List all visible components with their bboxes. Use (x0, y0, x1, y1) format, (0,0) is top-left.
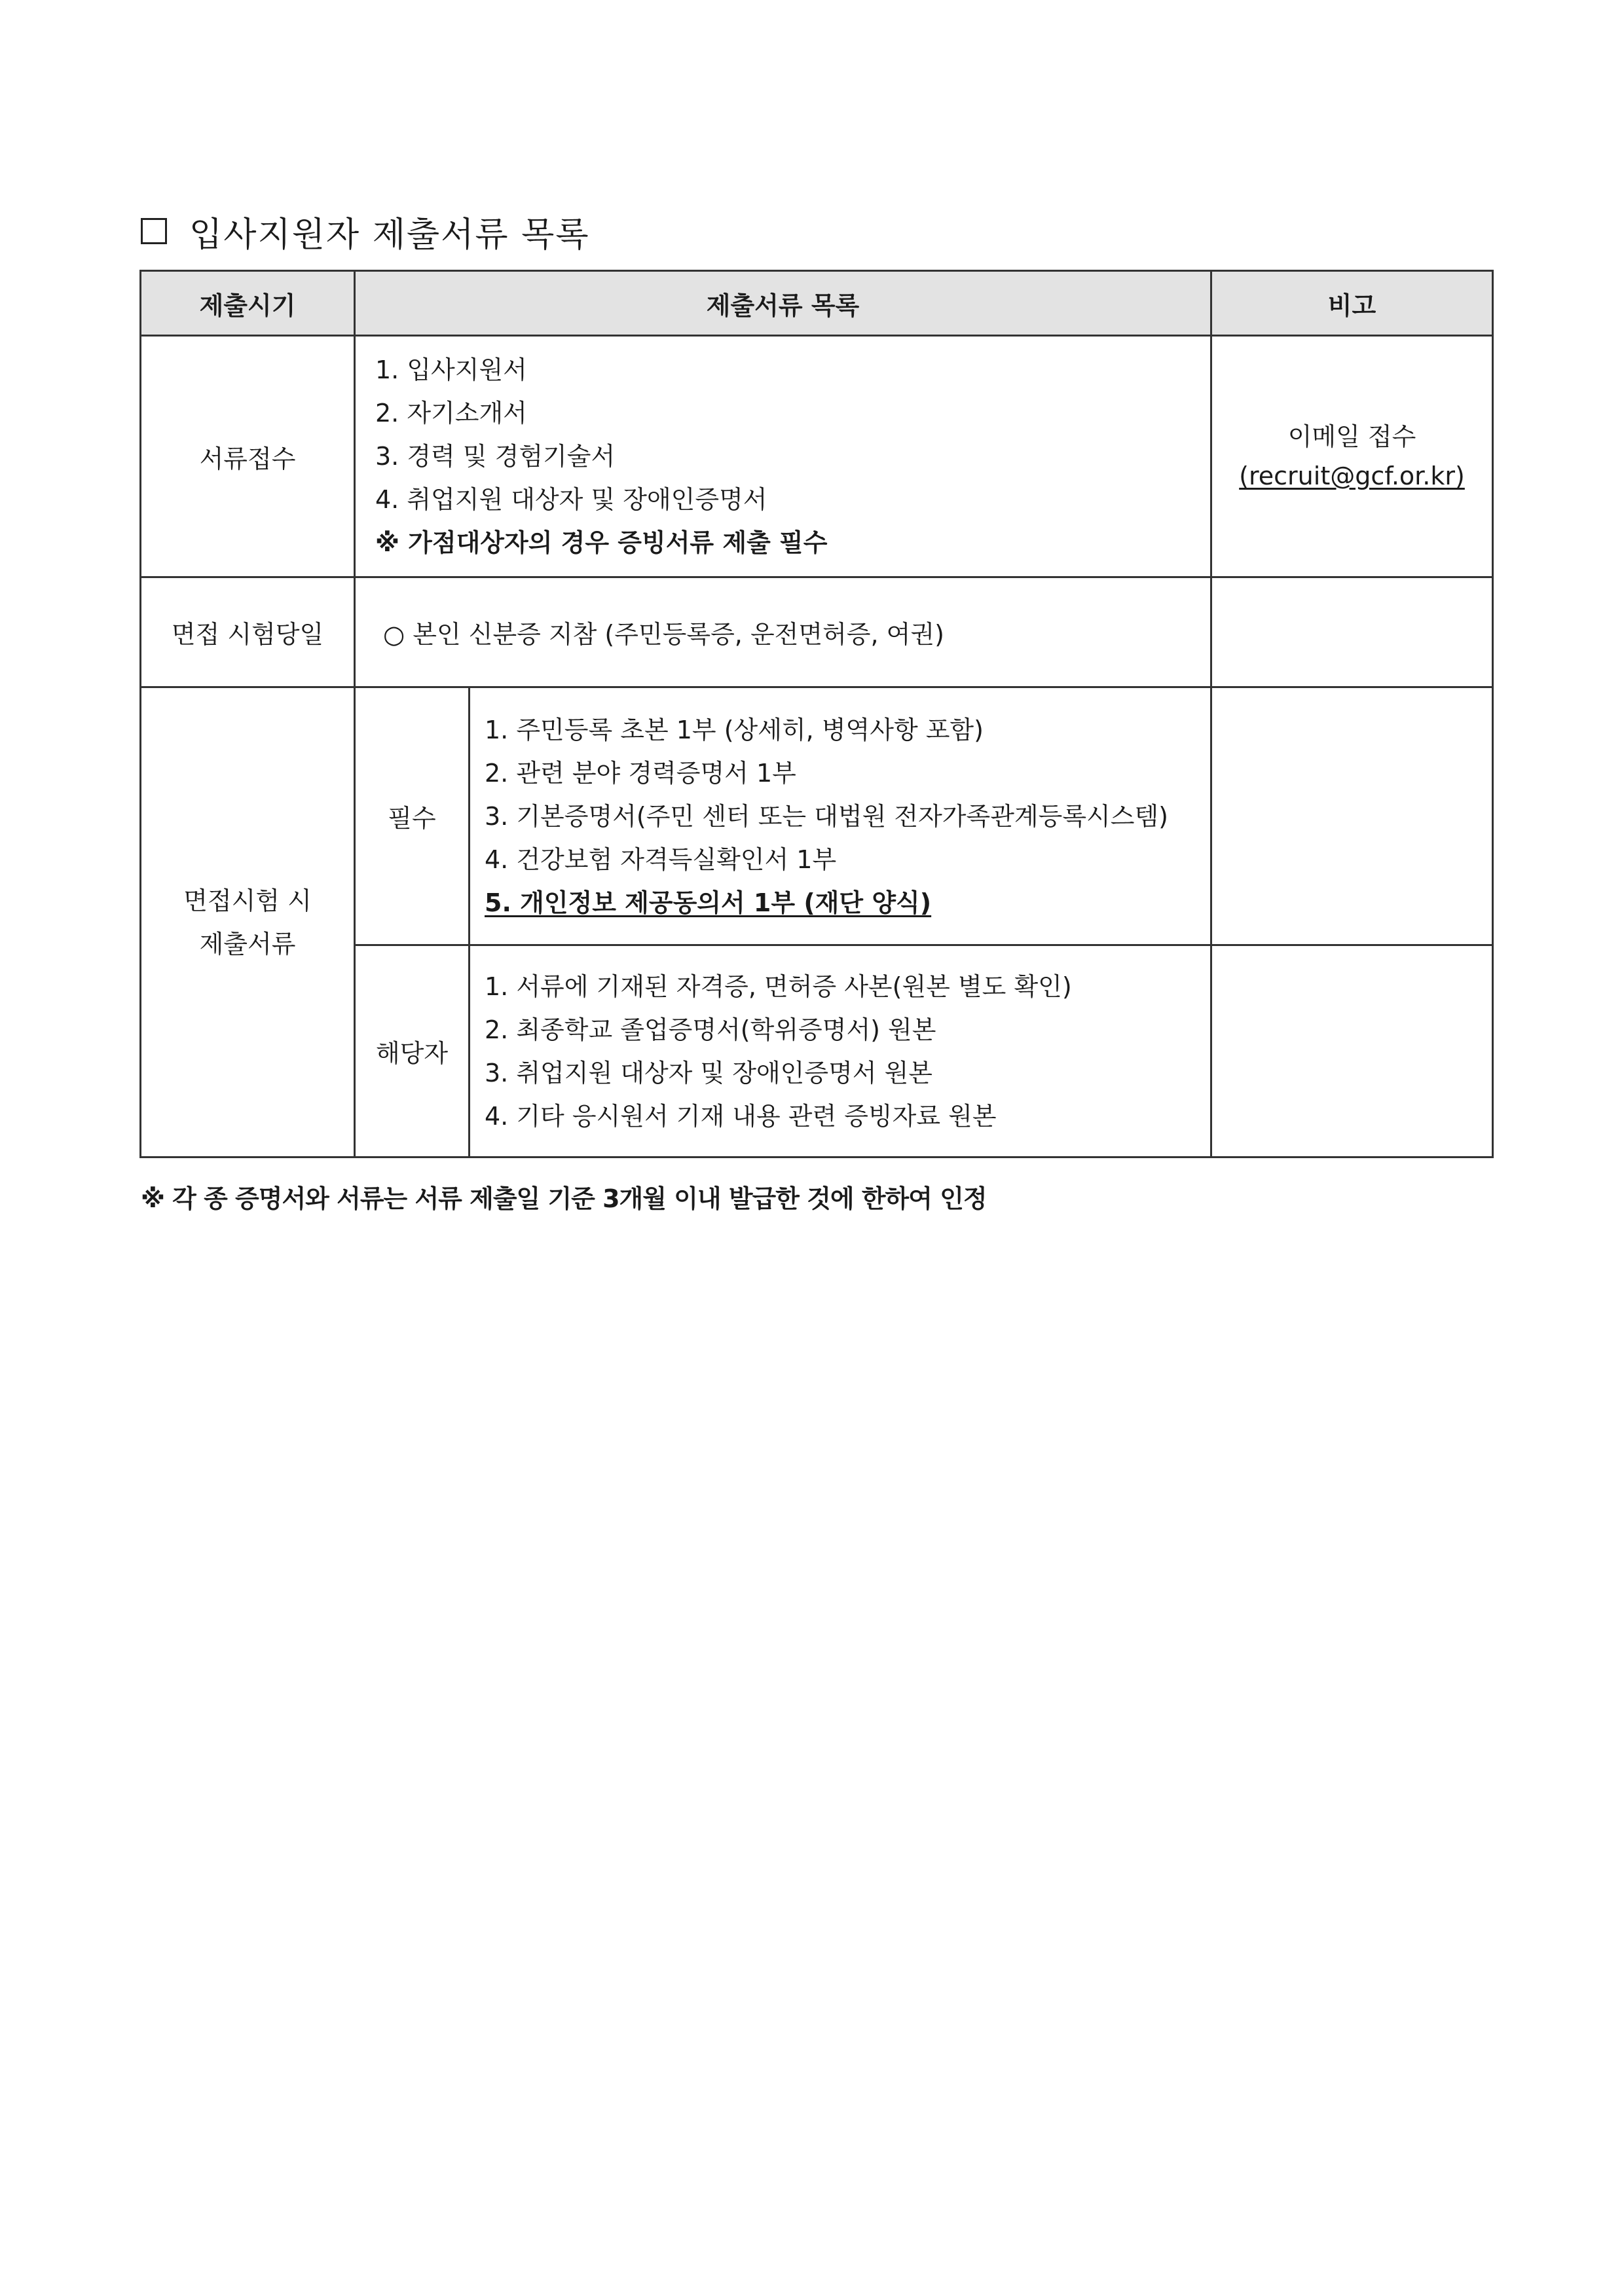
interview-day-timing: 면접 시험당일 (141, 577, 355, 687)
list-item: 4. 기타 응시원서 기재 내용 관련 증빙자료 원본 (485, 1101, 997, 1131)
list-item: 4. 건강보험 자격득실확인서 1부 (485, 845, 837, 874)
header-row (141, 271, 1493, 336)
interview-day-item: ○ 본인 신분증 지참 (주민등록증, 운전면허증, 여권) (355, 577, 1211, 687)
list-item: 3. 취업지원 대상자 및 장애인증명서 원본 (485, 1058, 932, 1087)
list-item: 1. 서류에 기재된 자격증, 면허증 사본(원본 별도 확인) (485, 972, 1072, 1001)
list-item: 2. 관련 분야 경력증명서 1부 (485, 758, 796, 788)
header-timing: 제출시기 (141, 271, 355, 336)
application-remark (1211, 336, 1493, 577)
privacy-consent-item: 5. 개인정보 제공동의서 1부 (재단 양식) (485, 888, 932, 917)
list-item: 4. 취업지원 대상자 및 장애인증명서 (375, 485, 767, 514)
interview-docs-timing-line2: 제출서류 (199, 929, 296, 958)
bonus-note: ※ 가점대상자의 경우 증빙서류 제출 필수 (375, 528, 828, 557)
list-item: 2. 최종학교 졸업증명서(학위증명서) 원본 (485, 1015, 936, 1044)
required-remark (1211, 687, 1493, 945)
page-title (141, 208, 590, 254)
required-label: 필수 (355, 687, 470, 945)
applicable-remark (1211, 945, 1493, 1157)
header-documents: 제출서류 목록 (355, 271, 1211, 336)
list-item: 3. 기본증명서(주민 센터 또는 대법원 전자가족관계등록시스템) (485, 801, 1169, 831)
application-timing: 서류접수 (141, 336, 355, 577)
footnote: ※ 각 종 증명서와 서류는 서류 제출일 기준 3개월 이내 발급한 것에 한하여 인정 (141, 1184, 987, 1213)
list-item: 1. 입사지원서 (375, 355, 527, 384)
list-item: 3. 경력 및 경험기술서 (375, 442, 616, 471)
interview-docs-timing (141, 687, 355, 1157)
applicable-label: 해당자 (355, 945, 470, 1157)
documents-table (139, 270, 1494, 1158)
interview-day-remark (1211, 577, 1493, 687)
title-text: 입사지원자 제출서류 목록 (189, 215, 590, 255)
row-interview-day (141, 577, 1493, 687)
required-documents (470, 687, 1211, 945)
remark-email-label: 이메일 접수 (1287, 422, 1416, 451)
interview-docs-timing-line1: 면접시험 시 (183, 886, 312, 915)
email-link[interactable]: (recruit@gcf.or.kr) (1239, 462, 1465, 490)
row-application (141, 336, 1493, 577)
checkbox-square-icon (141, 218, 167, 244)
applicable-documents (470, 945, 1211, 1157)
header-remarks: 비고 (1211, 271, 1493, 336)
list-item: 2. 자기소개서 (375, 399, 527, 428)
application-documents (355, 336, 1211, 577)
row-interview-required (141, 687, 1493, 945)
list-item: 1. 주민등록 초본 1부 (상세히, 병역사항 포함) (485, 715, 984, 744)
